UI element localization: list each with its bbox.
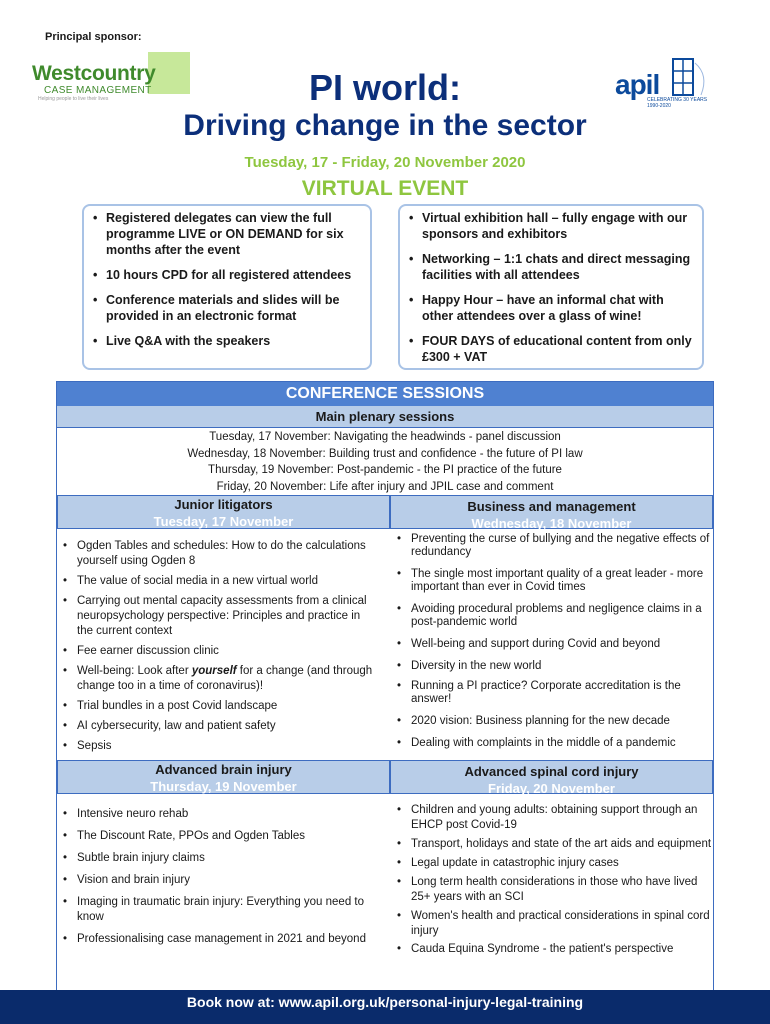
brain-title: Advanced brain injury (155, 762, 292, 777)
list-item: • The Discount Rate, PPOs and Ogden Tables (61, 829, 379, 844)
list-item: • Dealing with complaints in the middle of a pandemic (395, 737, 713, 750)
list-item: • AI cybersecurity, law and patient safety (61, 719, 379, 734)
list-item: • Children and young adults: obtaining support through an EHCP post Covid-19 (395, 803, 713, 833)
list-item: • Diversity in the new world (395, 660, 713, 673)
plenary-item: Friday, 20 November: Life after injury and JPIL case and comment (216, 480, 554, 493)
list-item: • Intensive neuro rehab (61, 807, 379, 822)
brain-date: Thursday, 19 November (150, 779, 297, 794)
list-item: • Subtle brain injury claims (61, 851, 379, 866)
list-item: • Legal update in catastrophic injury cases (395, 856, 713, 871)
list-item: • Carrying out mental capacity assessments from a clinical neuropsychology perspective: Principles and practice in the current context (61, 594, 379, 639)
list-item: • Professionalising case management in 2021 and beyond (61, 932, 379, 947)
junior-header (57, 495, 390, 529)
plenary-item: Tuesday, 17 November: Navigating the headwinds - panel discussion (209, 431, 561, 443)
spinal-header (390, 760, 713, 794)
plenary-list (57, 428, 713, 495)
feature-item: • Conference materials and slides will be provided in an electronic format (90, 292, 362, 324)
list-item: • The value of social media in a new virtual world (61, 574, 379, 589)
list-item: • Running a PI practice? Corporate accreditation is the answer! (395, 680, 713, 706)
spinal-date: Friday, 20 November (488, 781, 615, 796)
feature-box-left (82, 204, 372, 370)
plenary-heading: Main plenary sessions (57, 406, 713, 428)
event-dates: Tuesday, 17 - Friday, 20 November 2020 (244, 154, 526, 171)
sessions-heading: CONFERENCE SESSIONS (57, 382, 713, 406)
brain-header (57, 760, 390, 794)
sponsor-label: Principal sponsor: (45, 31, 142, 43)
list-item: • Well-being: Look after yourself for a change (and through change too in a time of coronavirus)! (61, 664, 379, 694)
list-item: • Well-being and support during Covid and beyond (395, 638, 713, 651)
feature-item: • FOUR DAYS of educational content from only £300 + VAT (406, 333, 694, 365)
list-item: • Long term health considerations in those who have lived 25+ years with an SCI (395, 875, 713, 905)
junior-title: Junior litigators (174, 497, 273, 512)
feature-item: • Virtual exhibition hall – fully engage with our sponsors and exhibitors (406, 210, 694, 242)
page-title: PI world: (309, 67, 461, 108)
apil-celebrating: CELEBRATING 30 YEARS 1990-2020 (647, 97, 708, 109)
feature-item: • Happy Hour – have an informal chat with other attendees over a glass of wine! (406, 292, 694, 324)
page-subtitle: Driving change in the sector (183, 109, 587, 142)
list-item: • 2020 vision: Business planning for the new decade (395, 715, 713, 728)
logo-name: Westcountry (32, 62, 156, 85)
list-item: • Preventing the curse of bullying and the negative effects of redundancy (395, 533, 713, 559)
event-type: VIRTUAL EVENT (301, 177, 469, 200)
brain-list (61, 807, 379, 952)
business-list (395, 533, 713, 750)
business-title: Business and management (467, 499, 636, 514)
list-item: • Imaging in traumatic brain injury: Everything you need to know (61, 895, 379, 925)
apil-wordmark: apil (615, 69, 660, 100)
feature-item: • Networking – 1:1 chats and direct messaging facilities with all attendees (406, 251, 694, 283)
list-item: • Cauda Equina Syndrome - the patient's perspective (395, 943, 713, 955)
list-item: • Transport, holidays and state of the art aids and equipment (395, 837, 713, 852)
logo-tagline: Helping people to live their lives (38, 96, 109, 102)
list-item: • Fee earner discussion clinic (61, 644, 379, 659)
junior-list (61, 539, 379, 759)
plenary-item: Thursday, 19 November: Post-pandemic - the PI practice of the future (208, 464, 562, 476)
list-item: • Trial bundles in a post Covid landscape (61, 699, 379, 714)
list-item: • Vision and brain injury (61, 873, 379, 888)
junior-date: Tuesday, 17 November (153, 514, 294, 529)
booking-footer (0, 990, 770, 1024)
list-item: • Sepsis (61, 739, 379, 754)
list-item: • Ogden Tables and schedules: How to do the calculations yourself using Ogden 8 (61, 539, 379, 569)
feature-box-right (398, 204, 704, 370)
plenary-item: Wednesday, 18 November: Building trust and confidence - the future of PI law (187, 447, 583, 460)
feature-item: • 10 hours CPD for all registered attendees (90, 267, 362, 283)
feature-item: • Registered delegates can view the full programme LIVE or ON DEMAND for six months after the event (90, 210, 362, 258)
list-item: • The single most important quality of a great leader - more important than ever in Covid times (395, 568, 713, 594)
list-item: • Women's health and practical considerations in spinal cord injury (395, 909, 713, 939)
feature-item: • Live Q&A with the speakers (90, 333, 362, 349)
list-item: • Avoiding procedural problems and negligence claims in a post-pandemic world (395, 603, 713, 629)
conference-sessions (56, 381, 714, 991)
business-date: Wednesday, 18 November (471, 516, 632, 531)
booking-link[interactable]: Book now at: www.apil.org.uk/personal-injury-legal-training (186, 994, 584, 1010)
logo-subtitle: CASE MANAGEMENT (44, 85, 152, 96)
spinal-title: Advanced spinal cord injury (464, 764, 639, 779)
business-header (390, 495, 713, 529)
spinal-list (395, 803, 713, 955)
